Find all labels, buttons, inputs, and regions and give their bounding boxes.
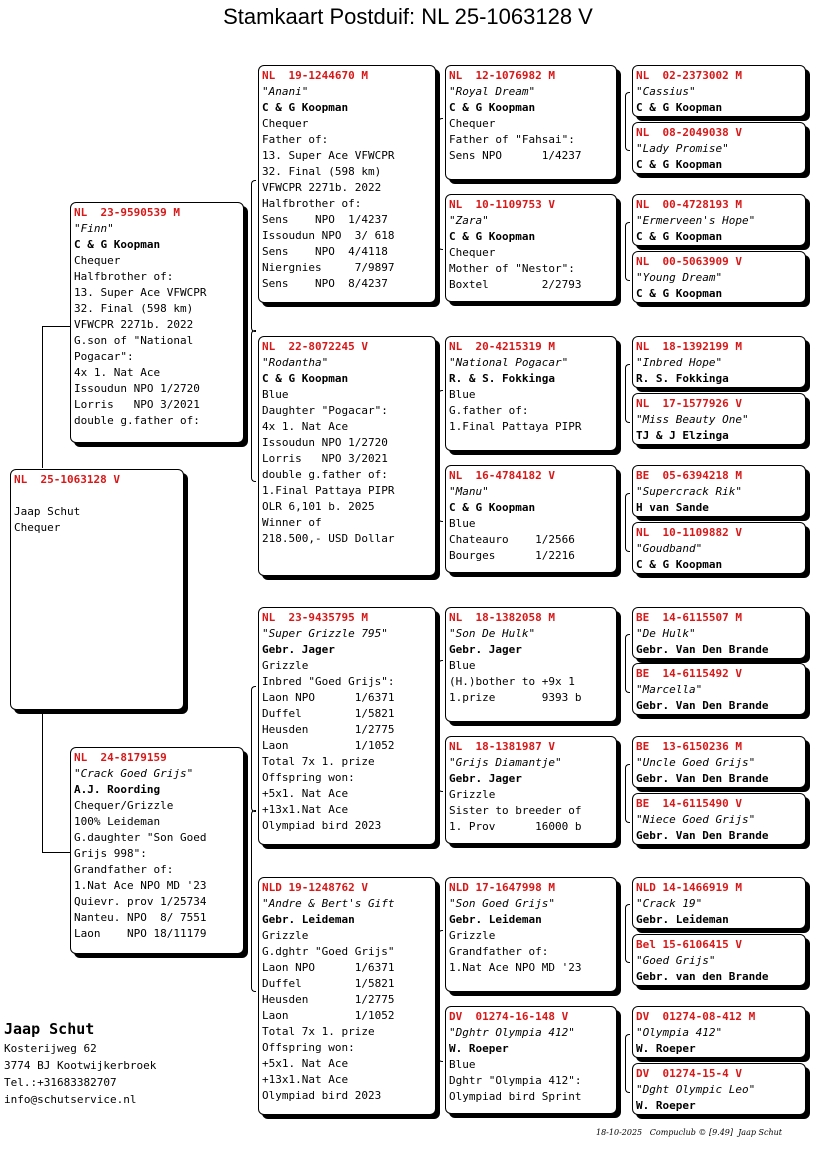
pigeon-name: "Goudband" [636, 542, 703, 555]
pigeon-owner: TJ & J Elzinga [636, 429, 729, 442]
pedigree-line: Heusden 1/2775 [262, 993, 395, 1006]
pigeon-name: "National Pogacar" [449, 356, 569, 369]
ring-number: DV 01274-16-148 V [449, 1010, 569, 1023]
pedigree-line: Daughter "Pogacar": [262, 404, 388, 417]
pedigree-line: Grandfather of: [449, 945, 549, 958]
pedigree-line: VFWCPR 2271b. 2022 [74, 318, 194, 331]
pedigree-line: Issoudun NPO 3/ 618 [262, 229, 395, 242]
ring-number: NL 19-1244670 M [262, 69, 368, 82]
pedigree-line: Chequer [449, 246, 496, 259]
pigeon-name: "Marcella" [636, 683, 703, 696]
pigeon-card-ancestor[interactable] [632, 607, 806, 659]
pigeon-card-ancestor[interactable] [632, 736, 806, 788]
pigeon-owner: C & G Koopman [449, 101, 536, 114]
pedigree-line: Offspring won: [262, 771, 355, 784]
ring-number: NL 10-1109882 V [636, 526, 742, 539]
pigeon-card-ancestor[interactable] [632, 793, 806, 845]
ring-number: NLD 14-1466919 M [636, 881, 742, 894]
pedigree-line: Blue [449, 1058, 476, 1071]
pedigree-line: Grizzle [449, 788, 496, 801]
pedigree-line: Chequer [449, 117, 496, 130]
pigeon-owner: C & G Koopman [636, 101, 723, 114]
pedigree-line: Jaap Schut [14, 505, 81, 518]
pedigree-line: Halfbrother of: [262, 197, 362, 210]
connector [438, 660, 443, 792]
pigeon-owner: Gebr. Van Den Brande [636, 643, 769, 656]
pedigree-line: Niergnies 7/9897 [262, 261, 395, 274]
connector [251, 180, 256, 332]
pedigree-line: Heusden 1/2775 [262, 723, 395, 736]
ring-number: NL 18-1382058 M [449, 611, 555, 624]
pigeon-owner: Gebr. Jager [262, 643, 335, 656]
pedigree-line: 4x 1. Nat Ace [262, 420, 349, 433]
breeder-email[interactable]: info@schutservice.nl [4, 1093, 137, 1106]
pigeon-name: "Miss Beauty One" [636, 413, 749, 426]
pedigree-line: Issoudun NPO 1/2720 [262, 436, 388, 449]
ring-number: BE 14-6115507 M [636, 611, 742, 624]
pigeon-owner: C & G Koopman [636, 158, 723, 171]
connector [42, 326, 43, 468]
pedigree-line: double g.father of: [74, 414, 200, 427]
pedigree-line: Offspring won: [262, 1041, 355, 1054]
pedigree-line: Halfbrother of: [74, 270, 174, 283]
pedigree-line: Pogacar": [74, 350, 134, 363]
pigeon-card-ancestor[interactable] [632, 934, 806, 986]
pedigree-line: +13x1.Nat Ace [262, 803, 349, 816]
pedigree-line: G.daughter "Son Goed [74, 831, 207, 844]
connector [42, 852, 70, 853]
pedigree-line: Lorris NPO 3/2021 [74, 398, 200, 411]
pedigree-line: Chequer [14, 521, 61, 534]
breeder-city: 3774 BJ Kootwijkerbroek [4, 1059, 157, 1072]
connector [625, 1034, 630, 1093]
ring-number: BE 14-6115492 V [636, 667, 742, 680]
pedigree-line [14, 488, 180, 504]
pigeon-owner: A.J. Roording [74, 783, 161, 796]
pedigree-line: Grizzle [449, 929, 496, 942]
pigeon-name: "Dght Olympic Leo" [636, 1083, 756, 1096]
ring-number: NL 23-9590539 M [74, 206, 180, 219]
connector [42, 326, 70, 327]
pedigree-line: 1. Prov 16000 b [449, 820, 582, 833]
pedigree-line: Issoudun NPO 1/2720 [74, 382, 200, 395]
pedigree-line: +5x1. Nat Ace [262, 787, 349, 800]
ring-number: NLD 19-1248762 V [262, 881, 368, 894]
breeder-contact [4, 1018, 156, 1108]
pigeon-name: "Uncle Goed Grijs" [636, 756, 756, 769]
ring-number: NL 22-8072245 V [262, 340, 368, 353]
pigeon-card-great-grandparent[interactable] [445, 336, 617, 451]
pedigree-line: 32. Final (598 km) [74, 302, 194, 315]
pedigree-line: Blue [262, 388, 289, 401]
pigeon-name: "Cassius" [636, 85, 696, 98]
pigeon-owner: C & G Koopman [449, 501, 536, 514]
pedigree-line: 1.Nat Ace NPO MD '23 [74, 879, 207, 892]
pedigree-line: Grijs 998": [74, 847, 147, 860]
pedigree-line: +13x1.Nat Ace [262, 1073, 349, 1086]
breeder-address: Kosterijweg 62 [4, 1042, 97, 1055]
pigeon-name: "Zara" [449, 214, 489, 227]
pedigree-line: Laon NPO 1/6371 [262, 691, 395, 704]
ring-number: NL 00-5063909 V [636, 255, 742, 268]
pigeon-card-ancestor[interactable] [632, 877, 806, 929]
pigeon-owner: C & G Koopman [636, 287, 723, 300]
pedigree-line: Blue [449, 659, 476, 672]
pigeon-name: "Niece Goed Grijs" [636, 813, 756, 826]
pigeon-card-grandparent[interactable] [258, 336, 436, 576]
pedigree-line: 1.prize 9393 b [449, 691, 582, 704]
pedigree-line: 100% Leideman [74, 815, 161, 828]
pedigree-line: Bourges 1/2216 [449, 549, 575, 562]
pedigree-line: Chequer/Grizzle [74, 799, 174, 812]
pedigree-line: 13. Super Ace VFWCPR [262, 149, 395, 162]
pedigree-line: Father of "Fahsai": [449, 133, 575, 146]
pedigree-line: 13. Super Ace VFWCPR [74, 286, 207, 299]
pigeon-name: "Supercrack Rik" [636, 485, 742, 498]
ring-number: NL 16-4784182 V [449, 469, 555, 482]
pedigree-line: Duffel 1/5821 [262, 707, 395, 720]
pigeon-name: "Son De Hulk" [449, 627, 536, 640]
connector [251, 810, 256, 992]
pigeon-name: "Crack Goed Grijs" [74, 767, 194, 780]
pedigree-line: 218.500,- USD Dollar [262, 532, 395, 545]
pedigree-line: G.father of: [449, 404, 529, 417]
pigeon-owner: C & G Koopman [74, 238, 161, 251]
connector [438, 118, 443, 250]
pigeon-card-ancestor[interactable] [632, 65, 806, 117]
pigeon-owner: Gebr. Leideman [636, 913, 729, 926]
pigeon-owner: Gebr. Jager [449, 643, 522, 656]
ring-number: NL 20-4215319 M [449, 340, 555, 353]
pedigree-line: G.son of "National [74, 334, 194, 347]
pigeon-card-ancestor[interactable] [632, 663, 806, 715]
pigeon-card-ancestor[interactable] [632, 393, 806, 445]
pedigree-line: Sens NPO 8/4237 [262, 277, 388, 290]
pigeon-card-great-grandparent[interactable] [445, 194, 617, 302]
pedigree-line: 1.Nat Ace NPO MD '23 [449, 961, 582, 974]
pedigree-line: +5x1. Nat Ace [262, 1057, 349, 1070]
pigeon-card-grandparent[interactable] [258, 65, 436, 303]
pigeon-owner: W. Roeper [636, 1099, 696, 1112]
pigeon-owner: Gebr. Leideman [449, 913, 542, 926]
breeder-name: Jaap Schut [4, 1020, 95, 1038]
pigeon-name: "Manu" [449, 485, 489, 498]
pigeon-owner: C & G Koopman [262, 101, 349, 114]
pigeon-owner: C & G Koopman [636, 558, 723, 571]
pigeon-owner: C & G Koopman [636, 230, 723, 243]
pedigree-line: Dghtr "Olympia 412": [449, 1074, 582, 1087]
connector [438, 930, 443, 1062]
connector [42, 710, 43, 852]
pigeon-card-great-grandparent[interactable] [445, 877, 617, 992]
connector [251, 686, 256, 812]
pedigree-line: Nanteu. NPO 8/ 7551 [74, 911, 207, 924]
pedigree-line: VFWCPR 2271b. 2022 [262, 181, 382, 194]
pedigree-line: Grizzle [262, 659, 309, 672]
pigeon-owner: Gebr. van den Brande [636, 970, 769, 983]
pigeon-name: "De Hulk" [636, 627, 696, 640]
pigeon-owner: Gebr. Van Den Brande [636, 699, 769, 712]
ring-number: Bel 15-6106415 V [636, 938, 742, 951]
pedigree-line: 1.Final Pattaya PIPR [262, 484, 395, 497]
ring-number: NL 10-1109753 V [449, 198, 555, 211]
pedigree-line: G.dghtr "Goed Grijs" [262, 945, 395, 958]
pedigree-line: Boxtel 2/2793 [449, 278, 582, 291]
ring-number: NL 24-8179159 [74, 751, 167, 764]
pigeon-card-great-grandparent[interactable] [445, 1006, 617, 1114]
pigeon-card-ancestor[interactable] [632, 122, 806, 174]
pedigree-line: Sister to breeder of [449, 804, 582, 817]
pigeon-name: "Super Grizzle 795" [262, 627, 388, 640]
connector [438, 390, 443, 522]
connector [625, 222, 630, 281]
pigeon-card-ancestor[interactable] [632, 336, 806, 388]
pedigree-line: Sens NPO 1/4237 [449, 149, 582, 162]
pedigree-line: Mother of "Nestor": [449, 262, 575, 275]
connector [625, 634, 630, 693]
pigeon-owner: C & G Koopman [449, 230, 536, 243]
pigeon-card-ancestor[interactable] [632, 465, 806, 517]
pigeon-owner: Gebr. Leideman [262, 913, 355, 926]
pigeon-name: "Andre & Bert's Gift [262, 897, 395, 910]
footer-credit: 18-10-2025 Compuclub © [9.49] Jaap Schut [596, 1128, 782, 1137]
pedigree-line: Blue [449, 517, 476, 530]
ring-number: NL 23-9435795 M [262, 611, 368, 624]
ring-number: NLD 17-1647998 M [449, 881, 555, 894]
ring-number: BE 05-6394218 M [636, 469, 742, 482]
pigeon-owner: Gebr. Jager [449, 772, 522, 785]
pigeon-name: "Finn" [74, 222, 114, 235]
pedigree-line: Blue [449, 388, 476, 401]
pigeon-name: "Ermerveen's Hope" [636, 214, 756, 227]
pigeon-owner: R. & S. Fokkinga [449, 372, 555, 385]
pedigree-line: Winner of [262, 516, 322, 529]
pigeon-card-grandparent[interactable] [258, 877, 436, 1115]
pedigree-line: Olympiad bird 2023 [262, 1089, 382, 1102]
pigeon-card-great-grandparent[interactable] [445, 465, 617, 573]
pigeon-name: "Olympia 412" [636, 1026, 723, 1039]
pigeon-name: "Young Dream" [636, 271, 723, 284]
pedigree-line: Total 7x 1. prize [262, 755, 375, 768]
connector [625, 493, 630, 552]
ring-number: NL 17-1577926 V [636, 397, 742, 410]
pedigree-line: Duffel 1/5821 [262, 977, 395, 990]
ring-number: DV 01274-08-412 M [636, 1010, 756, 1023]
pigeon-name: "Rodantha" [262, 356, 329, 369]
pigeon-owner: C & G Koopman [262, 372, 349, 385]
pedigree-line: Laon NPO 18/11179 [74, 927, 207, 940]
ring-number: NL 18-1392199 M [636, 340, 742, 353]
pedigree-line: Sens NPO 1/4237 [262, 213, 388, 226]
pigeon-owner: Gebr. Van Den Brande [636, 772, 769, 785]
pedigree-line: Father of: [262, 133, 329, 146]
pedigree-line: Grandfather of: [74, 863, 174, 876]
pigeon-card-dam[interactable] [70, 747, 244, 954]
pigeon-owner: Gebr. Van Den Brande [636, 829, 769, 842]
ring-number: NL 08-2049038 V [636, 126, 742, 139]
pedigree-line: Chequer [262, 117, 309, 130]
ring-number: NL 25-1063128 V [14, 473, 120, 486]
pedigree-line: 4x 1. Nat Ace [74, 366, 161, 379]
pedigree-line: Sens NPO 4/4118 [262, 245, 388, 258]
pigeon-name: "Goed Grijs" [636, 954, 716, 967]
pedigree-line: Lorris NPO 3/2021 [262, 452, 388, 465]
pedigree-line: Olympiad bird Sprint [449, 1090, 582, 1103]
ring-number: DV 01274-15-4 V [636, 1067, 742, 1080]
pigeon-name: "Grijs Diamantje" [449, 756, 562, 769]
pigeon-name: "Dghtr Olympia 412" [449, 1026, 575, 1039]
pigeon-card-self[interactable] [10, 469, 184, 710]
pigeon-name: "Anani" [262, 85, 309, 98]
ring-number: BE 14-6115490 V [636, 797, 742, 810]
pedigree-line: Inbred "Goed Grijs": [262, 675, 395, 688]
pigeon-owner: W. Roeper [636, 1042, 696, 1055]
connector [625, 904, 630, 963]
pigeon-name: "Crack 19" [636, 897, 703, 910]
pigeon-name: "Lady Promise" [636, 142, 729, 155]
pedigree-line: Laon NPO 1/6371 [262, 961, 395, 974]
pigeon-card-great-grandparent[interactable] [445, 736, 617, 844]
pedigree-line: Laon 1/1052 [262, 1009, 395, 1022]
pigeon-name: "Royal Dream" [449, 85, 536, 98]
ring-number: NL 18-1381987 V [449, 740, 555, 753]
pedigree-line: Total 7x 1. prize [262, 1025, 375, 1038]
ring-number: NL 00-4728193 M [636, 198, 742, 211]
pedigree-line: Quievr. prov 1/25734 [74, 895, 207, 908]
breeder-phone: Tel.:+31683382707 [4, 1076, 117, 1089]
pigeon-card-ancestor[interactable] [632, 251, 806, 303]
pigeon-name: "Inbred Hope" [636, 356, 723, 369]
pigeon-card-ancestor[interactable] [632, 194, 806, 246]
pedigree-line: Olympiad bird 2023 [262, 819, 382, 832]
pigeon-name: "Son Goed Grijs" [449, 897, 555, 910]
pigeon-owner: R. S. Fokkinga [636, 372, 729, 385]
ring-number: NL 02-2373002 M [636, 69, 742, 82]
pedigree-line: OLR 6,101 b. 2025 [262, 500, 375, 513]
ring-number: NL 12-1076982 M [449, 69, 555, 82]
connector [625, 92, 630, 151]
pigeon-card-grandparent[interactable] [258, 607, 436, 845]
pigeon-card-great-grandparent[interactable] [445, 65, 617, 180]
pigeon-card-sire[interactable] [70, 202, 244, 443]
pedigree-line: Chateauro 1/2566 [449, 533, 575, 546]
pedigree-line: Laon 1/1052 [262, 739, 395, 752]
pigeon-owner: W. Roeper [449, 1042, 509, 1055]
pedigree-line: Chequer [74, 254, 121, 267]
page-title: Stamkaart Postduif: NL 25-1063128 V [223, 4, 593, 29]
connector [625, 764, 630, 823]
pedigree-line: Grizzle [262, 929, 309, 942]
connector [251, 330, 256, 482]
pedigree-line: double g.father of: [262, 468, 388, 481]
pedigree-line: 1.Final Pattaya PIPR [449, 420, 582, 433]
ring-number: BE 13-6150236 M [636, 740, 742, 753]
pedigree-line: 32. Final (598 km) [262, 165, 382, 178]
pigeon-card-great-grandparent[interactable] [445, 607, 617, 722]
connector [625, 364, 630, 423]
pigeon-card-ancestor[interactable] [632, 1006, 806, 1058]
pedigree-line: (H.)bother to +9x 1 [449, 675, 575, 688]
pigeon-card-ancestor[interactable] [632, 522, 806, 574]
pigeon-owner: H van Sande [636, 501, 709, 514]
pigeon-card-ancestor[interactable] [632, 1063, 806, 1115]
